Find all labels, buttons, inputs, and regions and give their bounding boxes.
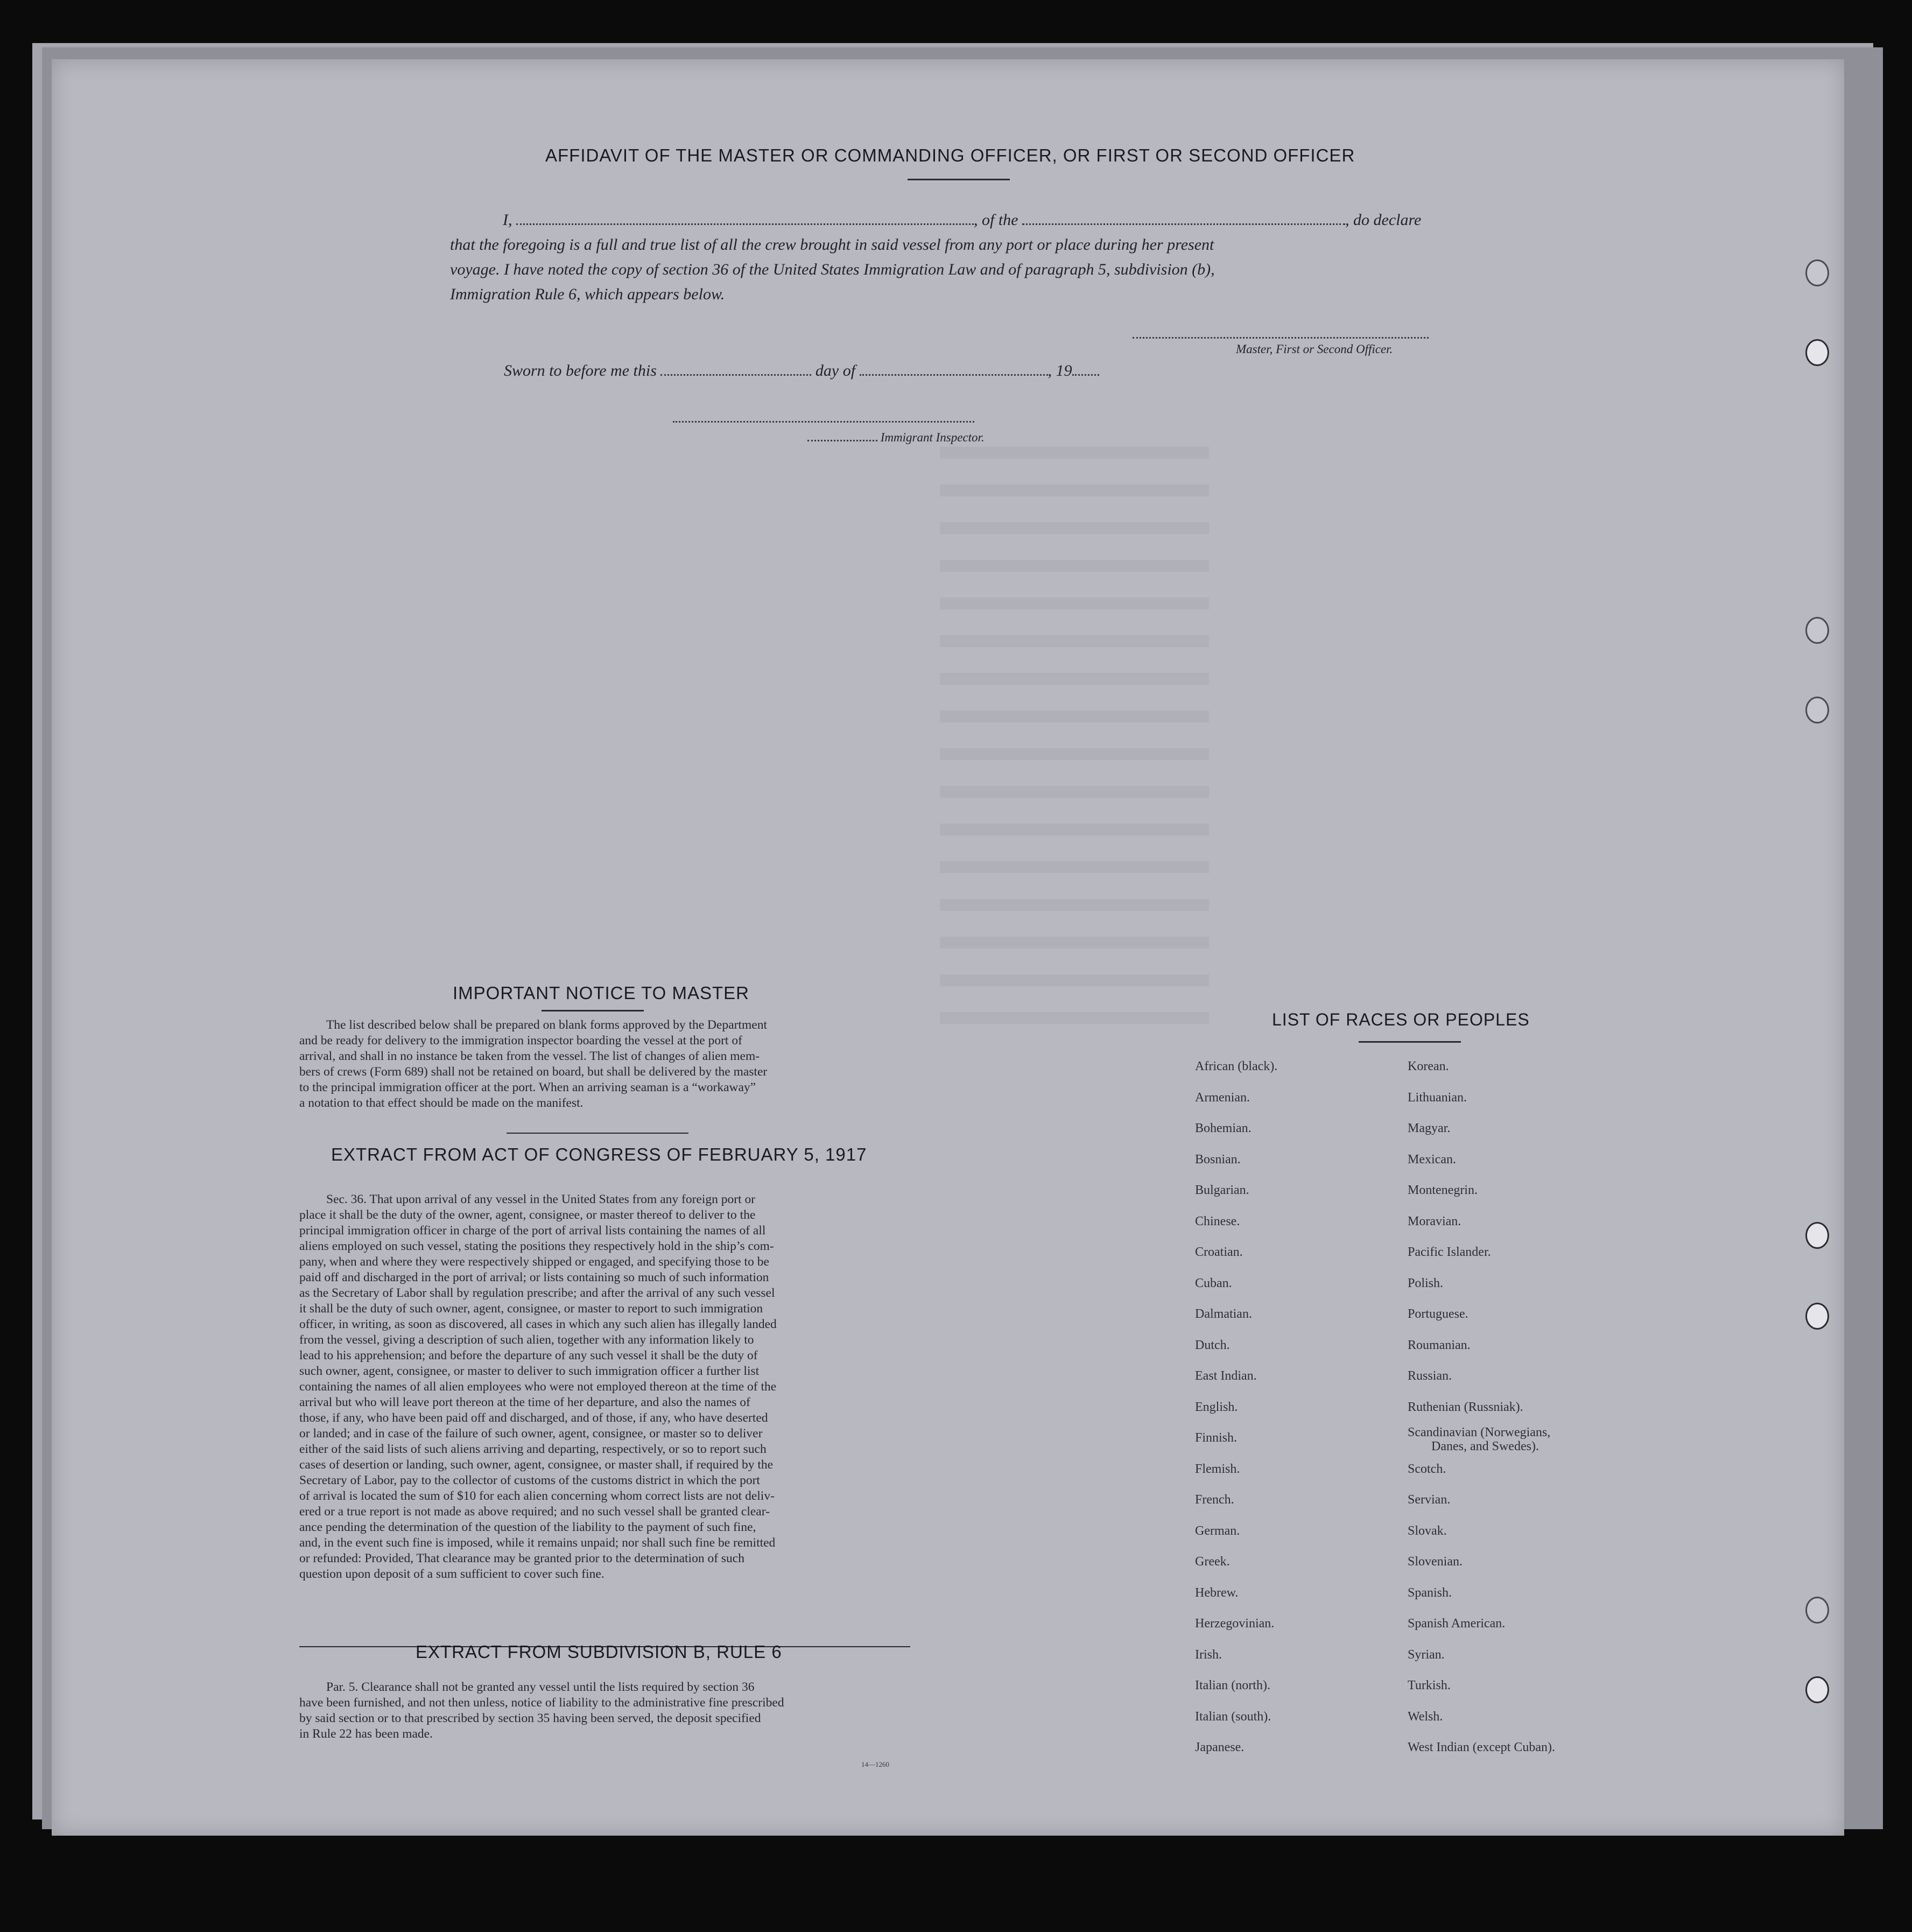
sworn-label: Sworn to before me this [504,362,657,380]
punch-hole [1805,617,1829,644]
race-item: Polish. [1408,1276,1444,1290]
race-item: Welsh. [1408,1709,1443,1724]
race-item: English. [1195,1400,1238,1414]
extract-act-title: EXTRACT FROM ACT OF CONGRESS OF FEBRUARY 5, 1917 [331,1144,867,1164]
race-item: West Indian (except Cuban). [1408,1740,1555,1754]
race-item: Roumanian. [1408,1338,1471,1352]
act-line: ered or a true report is not made as above required; and no such vessel shall be granted clear- [299,1505,770,1519]
race-item: Armenian. [1195,1090,1250,1105]
race-item: Montenegrin. [1408,1183,1478,1197]
race-item: Servian. [1408,1493,1451,1507]
race-item: Spanish American. [1408,1617,1506,1631]
punch-hole [1805,1303,1829,1330]
affidavit-line-2: that the foregoing is a full and true list of all the crew brought in said vessel from any port or place during her present [450,236,1214,254]
race-item: Slovak. [1408,1523,1447,1538]
extract-act-text [299,1192,910,1582]
notice-line: The list described below shall be prepared on blank forms approved by the Department [326,1018,767,1032]
punch-hole [1805,1597,1829,1624]
notice-title: IMPORTANT NOTICE TO MASTER [453,983,750,1003]
race-item: Ruthenian (Russniak). [1408,1400,1523,1414]
rule-line: have been furnished, and not then unless, notice of liability to the administrative fine prescribed [299,1696,784,1710]
affidavit-declare: , do declare [1345,211,1422,229]
inspector-blank[interactable] [807,440,877,441]
affidavit-line-4: Immigration Rule 6, which appears below. [450,285,725,303]
race-item: Syrian. [1408,1647,1445,1662]
act-line: paid off and discharged in the port of arrival; or lists containing so much of such information [299,1270,769,1284]
act-line: Sec. 36. That upon arrival of any vessel in the United States from any foreign port or [326,1192,756,1206]
punch-hole [1805,259,1829,286]
sworn-day-blank[interactable] [660,374,811,376]
act-line: aliens employed on such vessel, stating the positions they respectively hold in the ship’s com- [299,1239,774,1253]
race-item: Dutch. [1195,1338,1230,1352]
race-item: Scotch. [1408,1462,1446,1476]
affidavit-of-the: , of the [974,211,1018,229]
races-title: LIST OF RACES OR PEOPLES [1272,1010,1530,1029]
race-item: Dalmatian. [1195,1307,1252,1321]
affidavit-i: I, [503,211,512,229]
race-item: Japanese. [1195,1740,1245,1754]
race-item: Flemish. [1195,1462,1240,1476]
punch-hole [1805,1222,1829,1249]
divider [1359,1041,1461,1043]
divider [908,179,1010,180]
day-of-label: day of [815,362,856,380]
sworn-year-blank[interactable] [1072,374,1099,376]
race-item: Hebrew. [1195,1585,1239,1600]
race-item: Spanish. [1408,1585,1452,1600]
act-line: arrival but who will leave port thereon at the time of her departure, and also the names of [299,1395,750,1409]
race-item: African (black). [1195,1059,1278,1073]
act-line: lead to his apprehension; and before the departure of any such vessel it shall be the duty of [299,1348,758,1362]
form-number: 14—1260 [861,1760,889,1768]
race-item: Lithuanian. [1408,1090,1467,1105]
act-line: principal immigration officer in charge of the port of arrival lists containing the names of all [299,1224,766,1238]
master-signature-label: Master, First or Second Officer. [1236,342,1393,356]
notice-text [299,1017,910,1111]
race-item: Greek. [1195,1555,1230,1569]
race-item-continuation: Danes, and Swedes). [1431,1439,1539,1453]
act-line: of arrival is located the sum of $10 for each alien concerning whom correct lists are not deliv- [299,1489,775,1503]
race-item: Chinese. [1195,1214,1240,1228]
act-line: ance pending the determination of the question of the liability to the payment of such fine, [299,1520,756,1534]
inspector-label: Immigrant Inspector. [880,431,985,444]
act-line: as the Secretary of Labor shall by regulation prescribe; and after the arrival of any such vessel [299,1286,775,1300]
act-line: from the vessel, giving a description of such alien, together with any information likely to [299,1333,754,1347]
act-line: those, if any, who have been paid off and discharged, and of those, if any, who have deserted [299,1411,768,1425]
race-item: Magyar. [1408,1121,1451,1135]
notice-line: to the principal immigration officer at the port. When an arriving seaman is a “workaway” [299,1080,756,1094]
act-line: it shall be the duty of such owner, agent, consignee, or master to report to such immigration [299,1302,763,1316]
race-item: Pacific Islander. [1408,1245,1491,1259]
extract-rule-text [299,1680,910,1742]
rule-line: in Rule 22 has been made. [299,1727,433,1741]
punch-hole [1805,1676,1829,1703]
act-line: or landed; and in case of the failure of such owner, agent, consignee, or master so to deliver [299,1427,763,1441]
inspector-line [807,431,985,445]
race-item: East Indian. [1195,1369,1257,1383]
punch-hole [1805,697,1829,723]
notice-line: a notation to that effect should be made on the manifest. [299,1096,584,1110]
race-item: Cuban. [1195,1276,1232,1290]
vessel-blank[interactable] [1022,223,1345,225]
notice-line: arrival, and shall in no instance be taken from the vessel. The list of changes of alien mem- [299,1049,760,1063]
race-item: Finnish. [1195,1431,1238,1445]
sworn-line [504,362,1099,380]
race-item: Bohemian. [1195,1121,1252,1135]
race-item: Mexican. [1408,1152,1456,1167]
race-item: Slovenian. [1408,1555,1463,1569]
act-line: Secretary of Labor, pay to the collector of customs of the customs district in which the port [299,1473,760,1487]
act-line: or refunded: Provided, That clearance may be granted prior to the determination of such [299,1551,744,1565]
inspector-signature-line[interactable] [673,421,974,423]
race-item: Scandinavian (Norwegians, [1408,1425,1551,1439]
bleed-through-marks [940,447,1209,1039]
race-item: Italian (north). [1195,1678,1270,1692]
race-item: Turkish. [1408,1678,1451,1692]
divider [542,1010,644,1011]
name-blank[interactable] [516,223,974,225]
rule-line: Par. 5. Clearance shall not be granted any vessel until the lists required by section 36 [326,1680,755,1694]
race-item: Portuguese. [1408,1307,1468,1321]
race-item: French. [1195,1493,1234,1507]
race-item: Bosnian. [1195,1152,1241,1167]
act-line: and, in the event such fine is imposed, while it remains unpaid; nor shall such fine be remitted [299,1536,776,1550]
race-item: Italian (south). [1195,1709,1271,1724]
act-line: such owner, agent, consignee, or master to deliver to such immigration officer a further list [299,1364,760,1378]
document-page [52,59,1844,1836]
extract-rule-title: EXTRACT FROM SUBDIVISION B, RULE 6 [416,1642,782,1662]
divider [507,1133,688,1134]
punch-hole [1805,339,1829,366]
act-line: place it shall be the duty of the owner, agent, consignee, or master thereof to deliver to the [299,1208,756,1222]
master-signature-line[interactable] [1133,337,1429,339]
rule-line: by said section or to that prescribed by section 35 having been served, the deposit specified [299,1711,761,1725]
race-item: Croatian. [1195,1245,1243,1259]
race-item: German. [1195,1523,1240,1538]
year-label: , 19 [1048,362,1072,380]
race-item: Bulgarian. [1195,1183,1249,1197]
notice-line: and be ready for delivery to the immigration inspector boarding the vessel at the port of [299,1034,742,1048]
affidavit-title: AFFIDAVIT OF THE MASTER OR COMMANDING OFFICER, OR FIRST OR SECOND OFFICER [545,145,1355,165]
act-line: either of the said lists of such aliens arriving and departing, respectively, or so to report such [299,1442,767,1456]
race-item: Herzegovinian. [1195,1617,1275,1631]
act-line: pany, when and where they were respectively shipped or engaged, and specifying those to be [299,1255,769,1269]
act-line: cases of desertion or landing, such owner, agent, consignee, or master shall, if required by the [299,1458,774,1472]
race-item: Korean. [1408,1059,1449,1073]
act-line: officer, in writing, as soon as discovered, all cases in which any such alien has illegally landed [299,1317,777,1331]
race-item: Russian. [1408,1369,1452,1383]
race-item: Moravian. [1408,1214,1461,1228]
act-line: question upon deposit of a sum sufficient to cover such fine. [299,1567,604,1581]
race-item: Irish. [1195,1647,1222,1662]
sworn-month-blank[interactable] [860,374,1048,376]
affidavit-line-3: voyage. I have noted the copy of section 36 of the United States Immigration Law and of paragraph 5, subdivision (b), [450,261,1215,278]
notice-line: bers of crews (Form 689) shall not be retained on board, but shall be delivered by the master [299,1065,768,1079]
affidavit-line-1 [503,211,1421,229]
act-line: containing the names of all alien employees who were not employed thereon at the time of the [299,1380,777,1394]
